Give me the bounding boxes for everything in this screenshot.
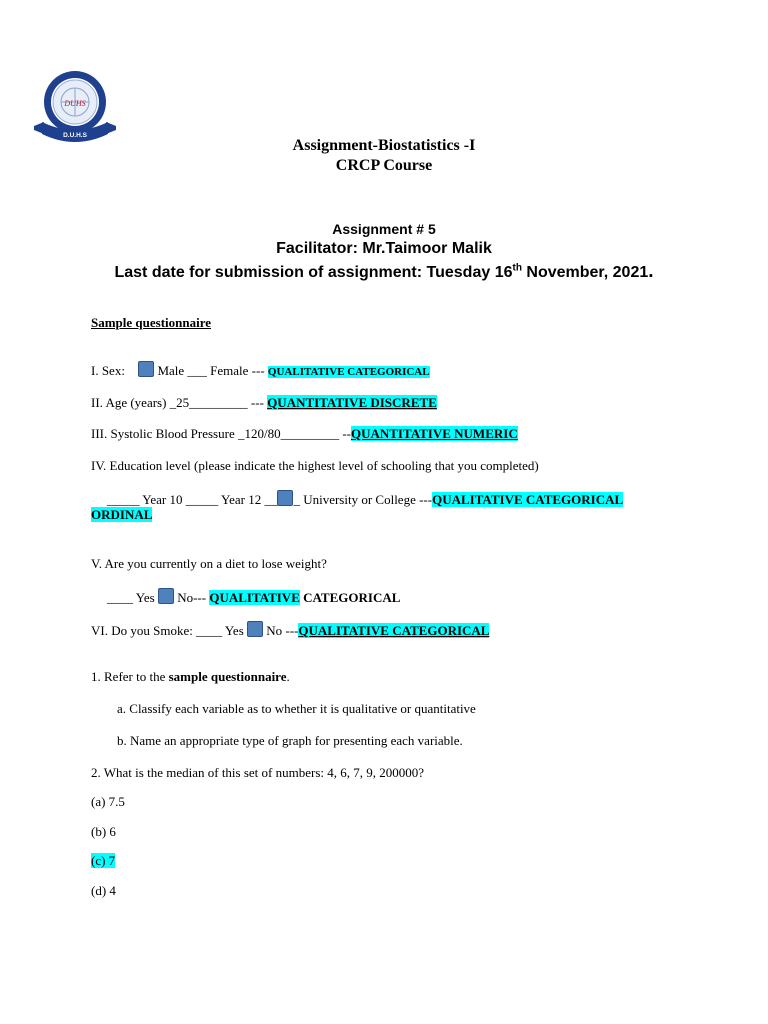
answer-tag: QUALITATIVE CATEGORICAL [267, 366, 430, 378]
section-title: Sample questionnaire [91, 315, 212, 330]
submission-deadline: Last date for submission of assignment: Tuesday 16th November, 2021. [114, 261, 654, 282]
answer-tag: QUALITATIVE CATEGORICAL [298, 623, 490, 638]
question-smoke: VI. Do you Smoke: ____ Yes No ---QUALITATIVE CATEGORICAL [91, 623, 490, 638]
task-1: 1. Refer to the sample questionnaire. [91, 669, 290, 684]
answer-tag-continuation: ORDINAL [91, 507, 153, 522]
question-education: IV. Education level (please indicate the highest level of schooling that you completed) [91, 458, 539, 473]
answer-tag: QUALITATIVE [209, 590, 300, 605]
option-a: (a) 7.5 [91, 794, 125, 809]
university-seal-icon [30, 66, 120, 146]
task-1a: a. Classify each variable as to whether it is qualitative or quantitative [117, 701, 476, 716]
checkbox-university-checked[interactable] [277, 490, 293, 506]
option-d: (d) 4 [91, 883, 116, 898]
option-b: (b) 6 [91, 824, 116, 839]
svg-text:D.U.H.S: D.U.H.S [63, 132, 87, 139]
question-sex: I. Sex: Male ___ Female --- QUALITATIVE CATEGORICAL [91, 363, 430, 378]
svg-text:DUHS: DUHS [64, 99, 86, 108]
checkbox-male-checked[interactable] [138, 361, 154, 377]
course-name: CRCP Course [335, 157, 433, 174]
assignment-number: Assignment # 5 [332, 221, 436, 237]
answer-tag: QUANTITATIVE DISCRETE [267, 395, 437, 410]
diet-options: ____ Yes No--- QUALITATIVE CATEGORICAL [107, 590, 401, 605]
question-diet: V. Are you currently on a diet to lose weight? [91, 556, 327, 571]
answer-tag: QUANTITATIVE NUMERIC [350, 426, 518, 441]
document-title: Assignment-Biostatistics -I [292, 137, 476, 154]
question-blood-pressure: III. Systolic Blood Pressure _120/80_________ --QUANTITATIVE NUMERIC [91, 426, 518, 441]
option-c-correct: (c) 7 [91, 853, 116, 868]
answer-tag: QUALITATIVE CATEGORICAL [432, 492, 624, 507]
checkbox-no-checked[interactable] [158, 588, 174, 604]
task-1b: b. Name an appropriate type of graph for presenting each variable. [117, 733, 463, 748]
question-age: II. Age (years) _25_________ --- QUANTITATIVE DISCRETE [91, 395, 437, 410]
task-2-question: 2. What is the median of this set of numbers: 4, 6, 7, 9, 200000? [91, 765, 425, 780]
university-logo [30, 66, 120, 146]
education-options: _____ Year 10 _____ Year 12 __ _ University or College ---QUALITATIVE CATEGORICAL [107, 492, 624, 507]
checkbox-smoke-no-checked[interactable] [247, 621, 263, 637]
facilitator: Facilitator: Mr.Taimoor Malik [276, 240, 492, 257]
